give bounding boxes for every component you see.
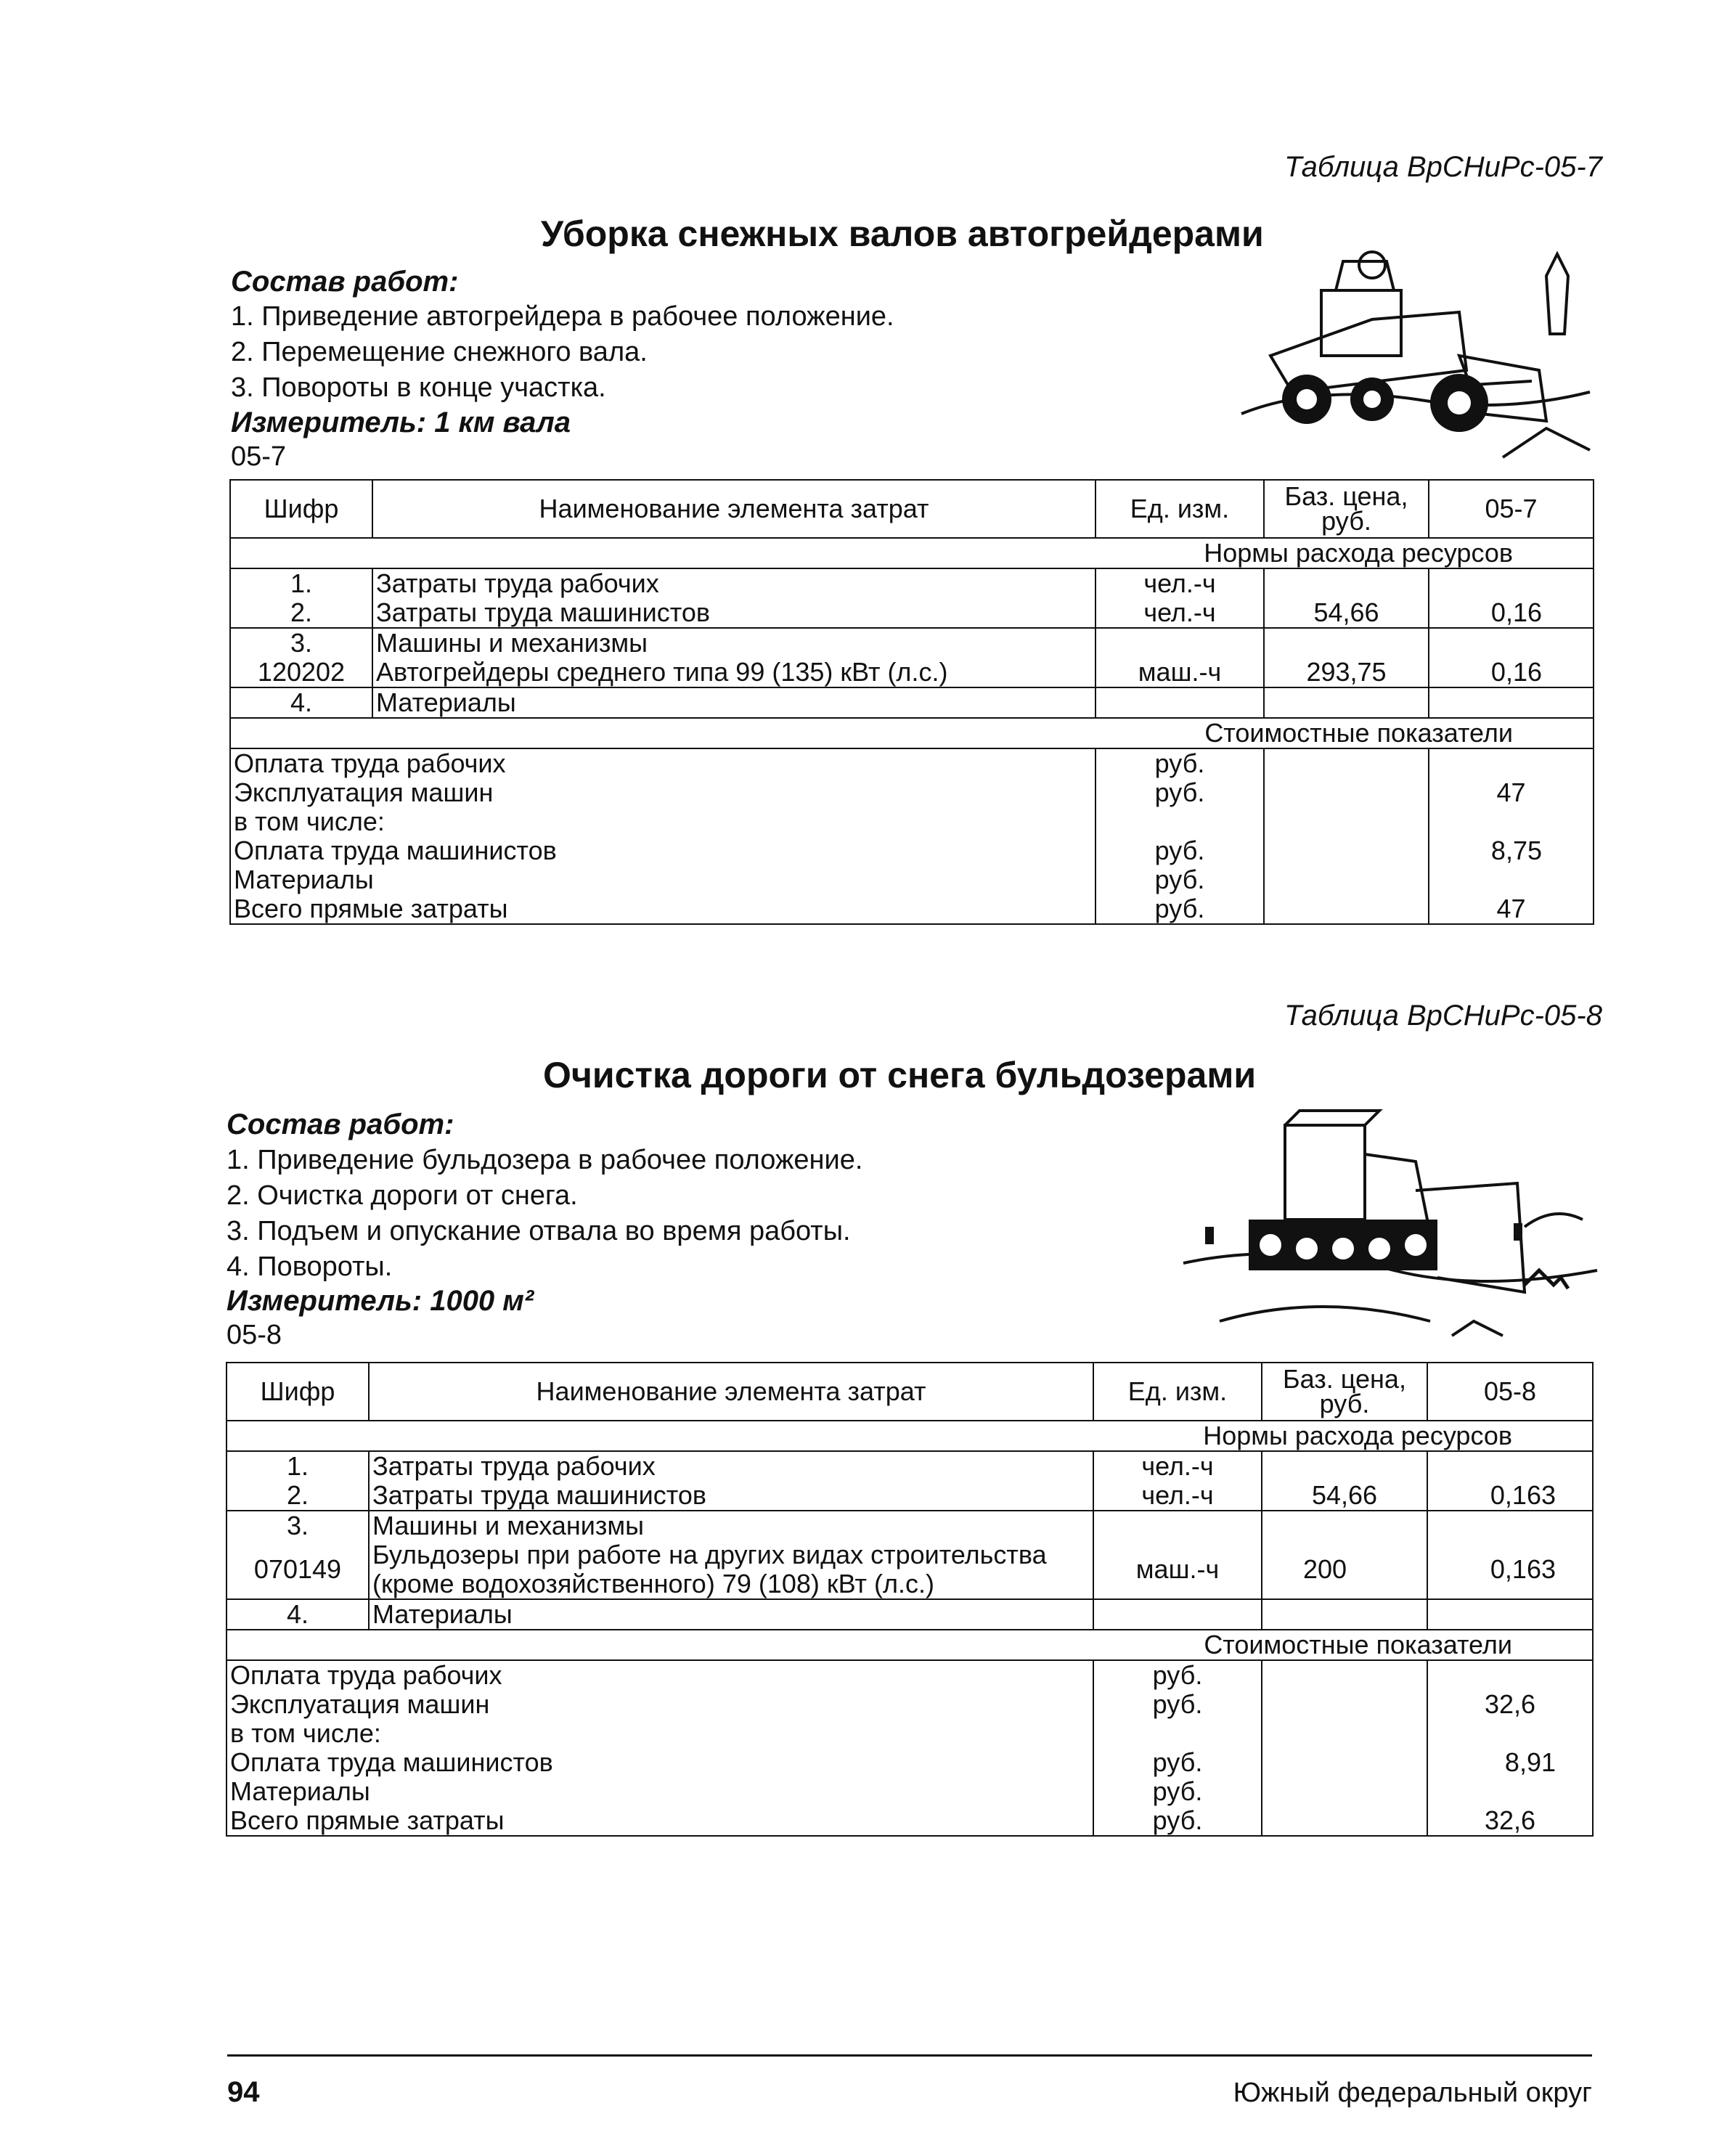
cell-shifr: 3. bbox=[227, 1511, 369, 1540]
table-row bbox=[230, 568, 1594, 598]
cost-row bbox=[227, 1748, 1593, 1777]
header-shifr: Шифр bbox=[227, 1363, 369, 1421]
cost-price-empty bbox=[1264, 836, 1429, 865]
cell-name-line: Бульдозеры при работе на других видах строительства bbox=[372, 1540, 1047, 1569]
work-list bbox=[227, 1143, 862, 1285]
work-item: 4. Повороты. bbox=[227, 1251, 393, 1282]
cost-unit: руб. bbox=[1093, 1660, 1262, 1690]
cell-price bbox=[1262, 1599, 1427, 1630]
header-unit: Ед. изм. bbox=[1093, 1363, 1262, 1421]
cost-section-row bbox=[230, 718, 1594, 748]
cost-row bbox=[230, 807, 1594, 836]
cell-unit bbox=[1095, 687, 1264, 718]
cost-price-empty bbox=[1262, 1690, 1427, 1719]
cell-price: 293,75 bbox=[1264, 658, 1429, 687]
cell-price bbox=[1264, 628, 1429, 658]
footer-divider bbox=[227, 2054, 1592, 2057]
cell-name-line: (кроме водохозяйственного) 79 (108) кВт (л.с.) bbox=[372, 1569, 934, 1598]
cost-name: Оплата труда машинистов bbox=[227, 1748, 1093, 1777]
measure-unit: Измеритель: 1 км вала bbox=[231, 407, 571, 438]
work-item: 3. Повороты в конце участка. bbox=[231, 372, 606, 403]
cost-unit bbox=[1093, 1719, 1262, 1748]
cost-row bbox=[230, 865, 1594, 894]
header-price: Баз. цена, руб. bbox=[1262, 1363, 1427, 1421]
cost-name: Материалы bbox=[230, 865, 1095, 894]
cost-unit: руб. bbox=[1095, 836, 1264, 865]
cost-value: 32,6 bbox=[1427, 1690, 1593, 1719]
cell-name: Автогрейдеры среднего типа 99 (135) кВт (л.с.) bbox=[372, 658, 1095, 687]
cell-unit: чел.-ч bbox=[1095, 568, 1264, 598]
cost-value bbox=[1429, 807, 1594, 836]
cost-price-empty bbox=[1262, 1719, 1427, 1748]
norms-section-row bbox=[230, 538, 1594, 568]
cell-price bbox=[1264, 568, 1429, 598]
cost-row bbox=[230, 748, 1594, 778]
cost-section-label: Стоимостные показатели bbox=[230, 718, 1594, 748]
work-item: 3. Подъем и опускание отвала во время работы. bbox=[227, 1216, 851, 1246]
cost-table bbox=[229, 479, 1594, 925]
cost-unit: руб. bbox=[1095, 748, 1264, 778]
cell-shifr: 1. bbox=[230, 568, 372, 598]
cell-shifr: 2. bbox=[227, 1481, 369, 1511]
cost-price-empty bbox=[1264, 807, 1429, 836]
cost-value bbox=[1427, 1777, 1593, 1806]
cost-unit: руб. bbox=[1093, 1690, 1262, 1719]
cell-name: Машины и механизмы bbox=[372, 628, 1095, 658]
cost-value bbox=[1429, 748, 1594, 778]
cost-row bbox=[230, 778, 1594, 807]
cost-price-empty bbox=[1262, 1806, 1427, 1836]
cell-value: 0,16 bbox=[1429, 658, 1594, 687]
header-code: 05-7 bbox=[1429, 480, 1594, 538]
cost-price-empty bbox=[1262, 1660, 1427, 1690]
cell-value: 0,163 bbox=[1427, 1481, 1593, 1511]
cell-price bbox=[1264, 687, 1429, 718]
table-label: Таблица ВрСНиРс-05-8 bbox=[1284, 1000, 1602, 1032]
cost-unit: руб. bbox=[1093, 1777, 1262, 1806]
cell-unit: маш.-ч bbox=[1095, 658, 1264, 687]
cell-value bbox=[1427, 1599, 1593, 1630]
work-composition-label: Состав работ: bbox=[231, 266, 459, 298]
cost-unit: руб. bbox=[1093, 1806, 1262, 1836]
header-price: Баз. цена, руб. bbox=[1264, 480, 1429, 538]
table-row bbox=[227, 1511, 1593, 1540]
cell-name: Машины и механизмы bbox=[369, 1511, 1093, 1540]
cell-price: 200 bbox=[1262, 1540, 1427, 1599]
cell-name: Материалы bbox=[372, 687, 1095, 718]
cost-value: 47 bbox=[1429, 894, 1594, 924]
work-item: 2. Перемещение снежного вала. bbox=[231, 337, 648, 367]
cost-value: 8,75 bbox=[1429, 836, 1594, 865]
bulldozer-illustration bbox=[1176, 1103, 1612, 1350]
measure-unit: Измеритель: 1000 м² bbox=[227, 1285, 534, 1317]
table-row bbox=[230, 658, 1594, 687]
cell-name: Затраты труда рабочих bbox=[372, 568, 1095, 598]
footer-region: Южный федеральный округ bbox=[1233, 2078, 1592, 2108]
cell-name: Затраты труда машинистов bbox=[369, 1481, 1093, 1511]
cell-value: 0,163 bbox=[1427, 1540, 1593, 1599]
cell-value bbox=[1429, 568, 1594, 598]
cost-name: Материалы bbox=[227, 1777, 1093, 1806]
cost-value bbox=[1427, 1660, 1593, 1690]
cell-unit: чел.-ч bbox=[1095, 598, 1264, 628]
cost-price-empty bbox=[1264, 894, 1429, 924]
cell-price: 54,66 bbox=[1264, 598, 1429, 628]
table-code: 05-8 bbox=[227, 1320, 282, 1350]
work-item: 2. Очистка дороги от снега. bbox=[227, 1180, 578, 1211]
table-row bbox=[227, 1481, 1593, 1511]
cell-unit bbox=[1095, 628, 1264, 658]
cost-row bbox=[230, 894, 1594, 924]
cost-table bbox=[226, 1362, 1594, 1837]
cell-name bbox=[369, 1540, 1093, 1599]
cost-name: Оплата труда рабочих bbox=[227, 1660, 1093, 1690]
norms-section-row bbox=[227, 1421, 1593, 1451]
cost-unit: руб. bbox=[1095, 865, 1264, 894]
cost-name: Эксплуатация машин bbox=[230, 778, 1095, 807]
cost-price-empty bbox=[1262, 1777, 1427, 1806]
cell-unit bbox=[1093, 1599, 1262, 1630]
cost-price-empty bbox=[1262, 1748, 1427, 1777]
cell-price bbox=[1262, 1511, 1427, 1540]
section-title: Уборка снежных валов автогрейдерами bbox=[541, 213, 1264, 254]
cell-shifr: 4. bbox=[230, 687, 372, 718]
cost-row bbox=[230, 836, 1594, 865]
cost-name: Эксплуатация машин bbox=[227, 1690, 1093, 1719]
cost-row bbox=[227, 1660, 1593, 1690]
table-header-row bbox=[227, 1363, 1593, 1421]
cost-unit: руб. bbox=[1093, 1748, 1262, 1777]
header-name: Наименование элемента затрат bbox=[369, 1363, 1093, 1421]
cost-row bbox=[227, 1806, 1593, 1836]
cell-price: 54,66 bbox=[1262, 1481, 1427, 1511]
header-shifr: Шифр bbox=[230, 480, 372, 538]
table-header-row bbox=[230, 480, 1594, 538]
cost-name: Всего прямые затраты bbox=[227, 1806, 1093, 1836]
cost-price-empty bbox=[1264, 865, 1429, 894]
work-composition-label: Состав работ: bbox=[227, 1108, 454, 1140]
cost-section-row bbox=[227, 1630, 1593, 1660]
cell-value bbox=[1429, 628, 1594, 658]
page-number: 94 bbox=[227, 2076, 260, 2108]
cost-value: 47 bbox=[1429, 778, 1594, 807]
norms-section-label: Нормы расхода ресурсов bbox=[227, 1421, 1593, 1451]
work-item: 1. Приведение бульдозера в рабочее положение. bbox=[227, 1145, 863, 1175]
table-code: 05-7 bbox=[231, 441, 287, 472]
table-label: Таблица ВрСНиРс-05-7 bbox=[1284, 151, 1602, 183]
cell-value: 0,16 bbox=[1429, 598, 1594, 628]
cost-row bbox=[227, 1690, 1593, 1719]
cell-shifr: 1. bbox=[227, 1451, 369, 1481]
cost-name: в том числе: bbox=[230, 807, 1095, 836]
header-name: Наименование элемента затрат bbox=[372, 480, 1095, 538]
table-row bbox=[227, 1540, 1593, 1599]
cost-value bbox=[1429, 865, 1594, 894]
work-list bbox=[231, 299, 894, 406]
cell-shifr: 4. bbox=[227, 1599, 369, 1630]
cost-name: Оплата труда машинистов bbox=[230, 836, 1095, 865]
cost-value: 32,6 bbox=[1427, 1806, 1593, 1836]
table-row bbox=[230, 598, 1594, 628]
cell-unit: чел.-ч bbox=[1093, 1451, 1262, 1481]
cell-shifr: 120202 bbox=[230, 658, 372, 687]
cost-row bbox=[227, 1777, 1593, 1806]
cell-price bbox=[1262, 1451, 1427, 1481]
header-code: 05-8 bbox=[1427, 1363, 1593, 1421]
cell-unit bbox=[1093, 1511, 1262, 1540]
cost-price-empty bbox=[1264, 748, 1429, 778]
cell-shifr: 2. bbox=[230, 598, 372, 628]
motor-grader-illustration bbox=[1227, 247, 1604, 465]
cost-unit: руб. bbox=[1095, 894, 1264, 924]
cell-value bbox=[1427, 1511, 1593, 1540]
table-row bbox=[227, 1451, 1593, 1481]
cell-name: Затраты труда машинистов bbox=[372, 598, 1095, 628]
cost-price-empty bbox=[1264, 778, 1429, 807]
cost-value: 8,91 bbox=[1427, 1748, 1593, 1777]
table-row bbox=[227, 1599, 1593, 1630]
cost-row bbox=[227, 1719, 1593, 1748]
cost-name: в том числе: bbox=[227, 1719, 1093, 1748]
cell-shifr: 3. bbox=[230, 628, 372, 658]
cost-name: Всего прямые затраты bbox=[230, 894, 1095, 924]
cell-value bbox=[1429, 687, 1594, 718]
cell-unit: маш.-ч bbox=[1093, 1540, 1262, 1599]
norms-section-label: Нормы расхода ресурсов bbox=[230, 538, 1594, 568]
cost-unit bbox=[1095, 807, 1264, 836]
work-item: 1. Приведение автогрейдера в рабочее положение. bbox=[231, 301, 894, 332]
cost-section-label: Стоимостные показатели bbox=[227, 1630, 1593, 1660]
cost-unit: руб. bbox=[1095, 778, 1264, 807]
cell-name: Затраты труда рабочих bbox=[369, 1451, 1093, 1481]
table-row bbox=[230, 628, 1594, 658]
cell-unit: чел.-ч bbox=[1093, 1481, 1262, 1511]
cost-name: Оплата труда рабочих bbox=[230, 748, 1095, 778]
header-unit: Ед. изм. bbox=[1095, 480, 1264, 538]
cell-shifr: 070149 bbox=[227, 1540, 369, 1599]
section-title: Очистка дороги от снега бульдозерами bbox=[543, 1055, 1257, 1095]
cell-value bbox=[1427, 1451, 1593, 1481]
cell-name: Материалы bbox=[369, 1599, 1093, 1630]
cost-value bbox=[1427, 1719, 1593, 1748]
table-row bbox=[230, 687, 1594, 718]
